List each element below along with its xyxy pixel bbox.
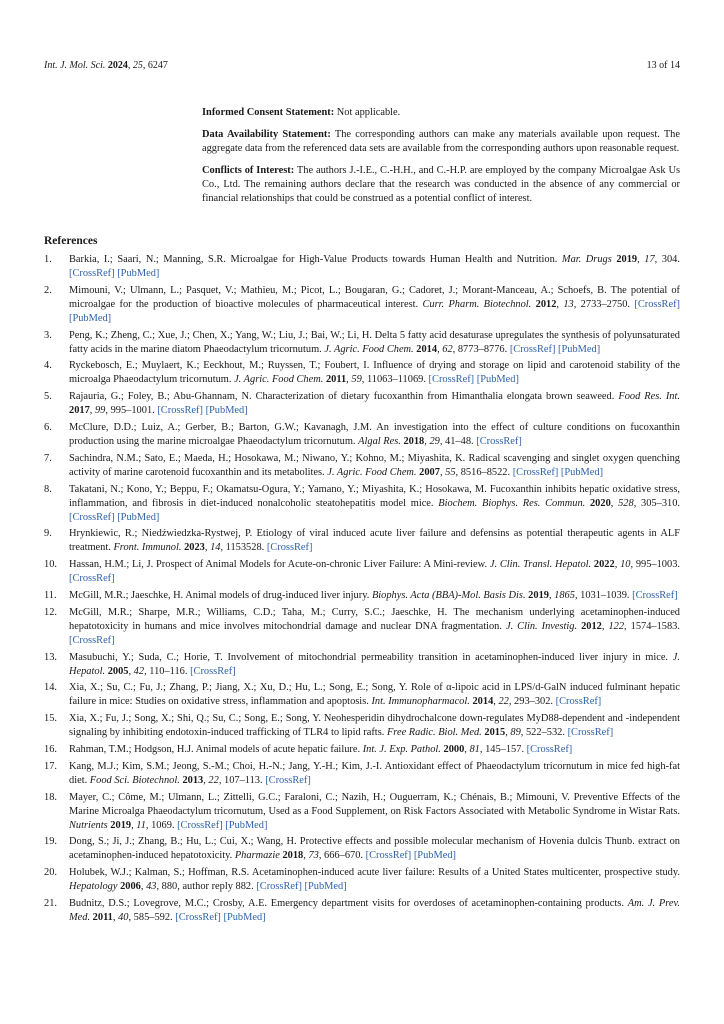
crossref-link[interactable]: [CrossRef] [69,511,115,523]
reference-item: 4. Ryckebosch, E.; Muylaert, K.; Eeckhout, M.; Ruyssen, T.; Foubert, I. Influence of drying and storage on lipid and carotenoid stability of the microalga Phaeodactylum tricornutum. J. Agric. Food Chem. 2011, 59, 11063–11069. [CrossRef] [PubMed] [44,360,680,386]
reference-pages: , 145–157. [479,743,525,755]
reference-pages: , 8773–8776. [452,343,508,355]
reference-pages: , 293–302. [508,696,554,708]
reference-item: 8. Takatani, N.; Kono, Y.; Beppu, F.; Okamatsu-Ogura, Y.; Yamano, Y.; Miyashita, K.; Hosokawa, M. Fucoxanthin inhibits hepatic oxidative stress, inflammation, and fibrosis in diet-induced nonalcoholic steatohepatitis model mice. Biochem. Biophys. Res. Commun. 2020, 528, 305–310. [CrossRef] [PubMed] [44,483,681,523]
reference-source: Int. Immunopharmacol. [371,696,470,708]
crossref-link[interactable]: [CrossRef] [365,850,412,862]
crossref-link[interactable]: [CrossRef] [632,589,678,601]
reference-source: Food Sci. Biotechnol. [89,774,180,786]
pubmed-link[interactable]: [PubMed] [117,511,160,523]
reference-year: 2018 [282,850,304,862]
reference-year: 2012 [535,298,557,310]
reference-number: 19. [44,836,57,848]
reference-pages: , 1153528. [220,542,265,554]
reference-number: 8. [44,483,52,495]
reference-authors-title: Mimouni, V.; Ulmann, L.; Pasquet, V.; Mathieu, M.; Picot, L.; Bougaran, G.; Cadoret, J.; Morant-Manceau, A.; Schoefs, B. The potential of microalgae for the production of bioactive molecules of pharmaceutical interest. [69,284,680,310]
reference-volume: 55 [445,466,456,478]
reference-item: 14. Xia, X.; Su, C.; Fu, J.; Zhang, P.; Jiang, X.; Xu, D.; Hu, L.; Song, E.; Song, Y. Role of α-lipoic acid in LPS/d-GalN induced fulminant hepatic failure in mice: Studies on oxidative stress, inflammation and apoptosis. Int. Immunopharmacol. 2014, 22, 293–302. [CrossRef] [44,682,680,708]
reference-pages: , 666–670. [318,850,364,862]
reference-number: 12. [44,606,57,618]
reference-authors-title: McGill, M.R.; Jaeschke, H. Animal models of drug-induced liver injury. [69,589,370,601]
reference-source: Curr. Pharm. Biotechnol. [422,298,532,310]
reference-pages: , 8516–8522. [455,466,511,478]
reference-item: 15. Xia, X.; Fu, J.; Song, X.; Shi, Q.; Su, C.; Song, E.; Song, Y. Neohesperidin dihydrochalcone down-regulates MyD88-dependent and -independent signaling by inhibiting endotoxin-induced trafficking of TLR4 to lipid rafts. Free Radic. Biol. Med. 2015, 89, 522–532. [CrossRef] [44,713,680,739]
pubmed-link[interactable]: [PubMed] [476,374,519,386]
reference-item: 18. Mayer, C.; Côme, M.; Ulmann, L.; Zittelli, G.C.; Faraloni, C.; Nazih, H.; Ouguerram, K.; Chénais, B.; Mimouni, V. Preventive Effects of the Marine Microalga Phaeodactylum tricornutum, Used as a Food Supplement, on Risk Factors Associated with Metabolic Syndrome in Wistar Rats. Nutrients 2019, 11, 1069. [CrossRef] [PubMed] [44,791,680,831]
reference-pages: , 41–48. [439,435,474,447]
reference-pages: , 1031–1039. [574,589,630,601]
reference-year: 2017 [69,405,90,417]
reference-source: J. Clin. Investig. [505,620,578,632]
reference-year: 2007 [419,466,440,478]
references-list [44,253,680,928]
crossref-link[interactable]: [CrossRef] [567,727,614,739]
reference-source: J. Hepatol. [69,651,680,677]
reference-source: Algal Res. [358,435,401,447]
reference-item: 21. Budnitz, D.S.; Lovegrove, M.C.; Crosby, A.E. Emergency department visits for overdoses of acetaminophen-containing products. Am. J. Prev. Med. 2011, 40, 585–592. [CrossRef] [PubMed] [44,897,680,923]
reference-number: 9. [44,528,52,540]
crossref-link[interactable]: [CrossRef] [69,573,115,585]
reference-authors-title: Mayer, C.; Côme, M.; Ulmann, L.; Zittelli, G.C.; Faraloni, C.; Nazih, H.; Ouguerram, K.; Chénais, B.; Mimouni, V. Preventive Effects of the Marine Microalga Phaeodactylum tricornutum, Used as a Food Supplement, on Risk Factors Associated with Metabolic Syndrome in Wistar Rats. [69,791,680,817]
reference-pages: , 880, author reply 882. [156,881,254,893]
reference-source: Int. J. Exp. Pathol. [362,743,441,755]
reference-authors-title: Kang, M.J.; Kim, S.M.; Jeong, S.-M.; Choi, H.-N.; Jang, Y.-H.; Kim, J.-I. Antioxidant effect of Phaeodactylum tricornutum in mice fed high-fat diet. [69,760,680,786]
crossref-link[interactable]: [CrossRef] [512,466,559,478]
reference-authors-title: Dong, S.; Ji, J.; Zhang, B.; Hu, L.; Cui, X.; Wang, H. Protective effects and possible molecular mechanism of Hovenia dulcis Thunb. extract on acetaminophen-induced hepatotoxicity. [69,836,680,862]
back-matter-statements [202,106,680,214]
reference-year: 2011 [92,911,113,923]
reference-year: 2015 [484,727,506,739]
reference-number: 21. [44,897,57,909]
pubmed-link[interactable]: [PubMed] [304,881,347,893]
reference-number: 11. [44,589,57,601]
reference-year: 2014 [416,343,438,355]
reference-source: Front. Immunol. [113,542,182,554]
reference-pages: , 1574–1583. [624,620,680,632]
reference-number: 14. [44,682,57,694]
reference-year: 2014 [472,696,494,708]
reference-year: 2023 [184,542,205,554]
reference-volume: 73 [308,850,319,862]
reference-item: 7. Sachindra, N.M.; Sato, E.; Maeda, H.; Hosokawa, M.; Niwano, Y.; Kohno, M.; Miyashita, K. Radical scavenging and singlet oxygen quenching activity of marine carotenoid fucoxanthin and its metabolites. J. Agric. Food Chem. 2007, 55, 8516–8522. [CrossRef] [PubMed] [44,452,680,478]
article-number: 6247 [147,60,168,71]
reference-volume: 62 [442,343,453,355]
reference-year: 2011 [325,374,347,386]
journal-volume: 25 [132,60,143,71]
reference-pages: , 2733–2750. [573,298,631,310]
crossref-link[interactable]: [CrossRef] [265,774,311,786]
reference-authors-title: Masubuchi, Y.; Suda, C.; Horie, T. Involvement of mitochondrial permeability transition in acetaminophen-induced liver injury in mice. [69,651,669,663]
reference-number: 16. [44,743,57,755]
reference-authors-title: Xia, X.; Fu, J.; Song, X.; Shi, Q.; Su, C.; Song, E.; Song, Y. Neohesperidin dihydrochalcone down-regulates MyD88-dependent and -independent signaling by inhibiting endotoxin-induced trafficking of TLR4 to lipid rafts. [69,713,680,739]
reference-number: 20. [44,867,57,879]
reference-source: Biochem. Biophys. Res. Commun. [438,497,586,509]
reference-number: 7. [44,452,52,464]
reference-volume: 14 [210,542,221,554]
reference-source: J. Agric. Food Chem. [234,374,324,386]
statement-text: The corresponding authors can make any materials available upon request. The aggregate data from the referenced data sets are available from the corresponding authors upon reasonable request. [202,129,680,154]
reference-volume: 99 [94,405,106,417]
reference-authors-title: Budnitz, D.S.; Lovegrove, M.C.; Crosby, A.E. Emergency department visits for overdoses of acetaminophen-containing products. [69,897,624,909]
crossref-link[interactable]: [CrossRef] [175,911,221,923]
page-header [44,60,680,71]
reference-authors-title: Ryckebosch, E.; Muylaert, K.; Eeckhout, M.; Ruyssen, T.; Foubert, I. Influence of drying and storage on lipid and carotenoid stability of the microalga Phaeodactylum tricornutum. [69,360,680,386]
statement-label: Conflicts of Interest: [202,165,295,176]
reference-item: 20. Holubek, W.J.; Kalman, S.; Hoffman, R.S. Acetaminophen-induced acute liver failure: Results of a United States multicenter, prospective study. Hepatology 2006, 43, 880, author reply 882. [CrossRef] [PubMed] [44,867,680,893]
reference-number: 1. [44,254,52,265]
crossref-link[interactable]: [CrossRef] [157,405,203,417]
reference-year: 2018 [403,435,425,447]
reference-authors-title: Sachindra, N.M.; Sato, E.; Maeda, H.; Hosokawa, M.; Niwano, Y.; Kohno, M.; Miyashita, K. Radical scavenging and singlet oxygen quenching activity of marine carotenoid fucoxanthin and its metabolites. [69,452,680,478]
reference-volume: 10 [620,559,631,571]
reference-year: 2019 [616,254,638,265]
reference-number: 5. [44,391,52,403]
pubmed-link[interactable]: [PubMed] [69,312,112,324]
reference-authors-title: Rahman, T.M.; Hodgson, H.J. Animal models of acute hepatic failure. [69,743,361,755]
page-number: 13 of 14 [646,60,680,71]
reference-source: Pharmazie [234,850,280,862]
reference-source: Am. J. Prev. Med. [69,897,680,923]
reference-source: J. Agric. Food Chem. [324,343,414,355]
reference-item: 9. Hrynkiewic, R.; Niedźwiedzka-Rystwej, P. Etiology of viral induced acute liver failure and defensins as potential therapeutic agents in ALF treatment. Front. Immunol. 2023, 14, 1153528. [CrossRef] [44,528,680,554]
reference-pages: , 305–310. [633,497,681,509]
reference-number: 2. [44,284,52,296]
journal-name: Int. J. Mol. Sci. [44,60,106,71]
statement-paragraph [202,164,680,206]
reference-item: 3. Peng, K.; Zheng, C.; Xue, J.; Chen, X.; Yang, W.; Liu, J.; Bai, W.; Li, H. Delta 5 fatty acid desaturase upregulates the synthesis of polyunsaturated fatty acids in the marine diatom Phaeodactylum tricornutum. J. Agric. Food Chem. 2014, 62, 8773–8776. [CrossRef] [PubMed] [44,329,680,355]
reference-pages: , 1069. [145,819,175,831]
reference-pages: , 107–113. [218,774,263,786]
reference-pages: , 304. [654,254,680,265]
reference-source: Free Radic. Biol. Med. [386,727,482,739]
reference-number: 6. [44,421,52,433]
reference-pages: , 110–116. [144,665,188,677]
reference-authors-title: Hrynkiewic, R.; Niedźwiedzka-Rystwej, P. Etiology of viral induced acute liver failure and defensins as potential therapeutic agents in ALF treatment. [69,528,680,554]
crossref-link[interactable]: [CrossRef] [190,665,236,677]
reference-number: 4. [44,360,52,372]
reference-source: Mar. Drugs [561,254,612,265]
reference-year: 2000 [443,743,465,755]
pubmed-link[interactable]: [PubMed] [117,268,160,279]
crossref-link[interactable]: [CrossRef] [555,696,602,708]
reference-volume: 81 [469,743,480,755]
pubmed-link[interactable]: [PubMed] [558,343,601,355]
crossref-link[interactable]: [CrossRef] [69,634,115,646]
crossref-link[interactable]: [CrossRef] [634,298,680,310]
reference-item: 17. Kang, M.J.; Kim, S.M.; Jeong, S.-M.; Choi, H.-N.; Jang, Y.-H.; Kim, J.-I. Antioxidant effect of Phaeodactylum tricornutum in mice fed high-fat diet. Food Sci. Biotechnol. 2013, 22, 107–113. [CrossRef] [44,760,680,786]
reference-year: 2006 [120,881,141,893]
reference-item: 12. McGill, M.R.; Sharpe, M.R.; Williams, C.D.; Taha, M.; Curry, S.C.; Jaeschke, H. The mechanism underlying acetaminophen-induced hepatotoxicity in humans and mice involves mitochondrial damage and nuclear DNA fragmentation. J. Clin. Investig. 2012, 122, 1574–1583. [CrossRef] [44,606,680,646]
reference-pages: , 585–592. [128,911,173,923]
crossref-link[interactable]: [CrossRef] [69,268,115,279]
reference-item: 2. Mimouni, V.; Ulmann, L.; Pasquet, V.; Mathieu, M.; Picot, L.; Bougaran, G.; Cadoret, J.; Morant-Manceau, A.; Schoefs, B. The potential of microalgae for the production of bioactive molecules of pharmaceutical interest. Curr. Pharm. Biotechnol. 2012, 13, 2733–2750. [CrossRef] [PubMed] [44,284,680,324]
reference-source: Hepatology [69,881,118,893]
reference-number: 13. [44,651,57,663]
reference-item: 1. Barkia, I.; Saari, N.; Manning, S.R. Microalgae for High-Value Products towards Human Health and Nutrition. Mar. Drugs 2019, 17, 304. [CrossRef] [PubMed] [44,254,680,279]
reference-authors-title: McGill, M.R.; Sharpe, M.R.; Williams, C.D.; Taha, M.; Curry, S.C.; Jaeschke, H. The mechanism underlying acetaminophen-induced hepatotoxicity in humans and mice involves mitochondrial damage and nuclear DNA fragmentation. [69,606,680,632]
reference-volume: 122 [608,620,625,632]
reference-year: 2022 [593,559,615,571]
reference-volume: 17 [644,254,655,265]
reference-number: 18. [44,791,57,803]
reference-number: 15. [44,713,57,725]
reference-authors-title: Peng, K.; Zheng, C.; Xue, J.; Chen, X.; Yang, W.; Liu, J.; Bai, W.; Li, H. Delta 5 fatty acid desaturase upregulates the synthesis of polyunsaturated fatty acids in the marine diatom Phaeodactylum tricornutum. [69,329,680,355]
reference-authors-title: Rajauria, G.; Foley, B.; Abu-Ghannam, N. Characterization of dietary fucoxanthin from Himanthalia elongata brown seaweed. [69,391,615,403]
crossref-link[interactable]: [CrossRef] [526,743,573,755]
reference-volume: 59 [351,374,362,386]
reference-year: 2005 [107,665,129,677]
statement-paragraph [202,128,680,156]
crossref-link[interactable]: [CrossRef] [509,343,556,355]
reference-pages: , 11063–11069. [361,374,426,386]
reference-pages: , 995–1003. [630,559,680,571]
reference-source: J. Agric. Food Chem. [327,466,417,478]
statement-label: Data Availability Statement: [202,129,331,140]
reference-pages: , 522–532. [520,727,565,739]
pubmed-link[interactable]: [PubMed] [223,911,266,923]
statement-paragraph [202,106,680,120]
reference-volume: 528 [618,497,634,509]
reference-year: 2013 [182,774,204,786]
reference-pages: , 995–1001. [105,405,155,417]
crossref-link[interactable]: [CrossRef] [476,435,522,447]
crossref-link[interactable]: [CrossRef] [428,374,475,386]
pubmed-link[interactable]: [PubMed] [413,850,456,862]
reference-volume: 13 [563,298,574,310]
reference-authors-title: Barkia, I.; Saari, N.; Manning, S.R. Microalgae for High-Value Products towards Human Health and Nutrition. [69,254,558,265]
reference-number: 10. [44,559,57,571]
reference-authors-title: Xia, X.; Su, C.; Fu, J.; Zhang, P.; Jiang, X.; Xu, D.; Hu, L.; Song, E.; Song, Y. Role of α-lipoic acid in LPS/d-GalN induced fulminant hepatic failure in mice: Studies on oxidative stress, inflammation and apoptosis. [69,682,680,708]
reference-volume: 1865 [554,589,575,601]
reference-number: 3. [44,329,52,341]
reference-volume: 89 [510,727,521,739]
reference-year: 2020 [589,497,611,509]
reference-volume: 42 [133,665,145,677]
reference-volume: 43 [146,881,157,893]
crossref-link[interactable]: [CrossRef] [266,542,313,554]
reference-item: 13. Masubuchi, Y.; Suda, C.; Horie, T. Involvement of mitochondrial permeability transition in acetaminophen-induced liver injury in mice. J. Hepatol. 2005, 42, 110–116. [CrossRef] [44,651,680,677]
reference-source: Biophys. Acta (BBA)-Mol. Basis Dis. [371,589,526,601]
pubmed-link[interactable]: [PubMed] [205,405,248,417]
crossref-link[interactable]: [CrossRef] [177,819,223,831]
reference-number: 17. [44,760,57,772]
crossref-link[interactable]: [CrossRef] [256,881,302,893]
reference-source: Nutrients [69,819,108,831]
reference-item: 6. McClure, D.D.; Luiz, A.; Gerber, B.; Barton, G.W.; Kavanagh, J.M. An investigation into the effect of culture conditions on fucoxanthin production using the marine microalgae Phaeodactylum tricornutum. Algal Res. 2018, 29, 41–48. [CrossRef] [44,421,680,447]
reference-source: J. Clin. Transl. Hepatol. [489,559,592,571]
reference-authors-title: Hassan, H.M.; Li, J. Prospect of Animal Models for Acute-on-chronic Liver Failure: A Mini-review. [69,559,488,571]
reference-item: 11. McGill, M.R.; Jaeschke, H. Animal models of drug-induced liver injury. Biophys. Acta (BBA)-Mol. Basis Dis. 2019, 1865, 1031–1039. [CrossRef] [44,589,678,601]
reference-item: 16. Rahman, T.M.; Hodgson, H.J. Animal models of acute hepatic failure. Int. J. Exp. Pathol. 2000, 81, 145–157. [CrossRef] [44,743,573,755]
references-heading: References [44,235,98,247]
pubmed-link[interactable]: [PubMed] [560,466,604,478]
reference-volume: 29 [429,435,440,447]
reference-authors-title: McClure, D.D.; Luiz, A.; Gerber, B.; Barton, G.W.; Kavanagh, J.M. An investigation into the effect of culture conditions on fucoxanthin production using the marine microalgae Phaeodactylum tricornutum. [69,421,680,447]
reference-volume: 22 [498,696,509,708]
reference-item: 5. Rajauria, G.; Foley, B.; Abu-Ghannam, N. Characterization of dietary fucoxanthin from Himanthalia elongata brown seaweed. Food Res. Int. 2017, 99, 995–1001. [CrossRef] [PubMed] [44,391,680,417]
statement-label: Informed Consent Statement: [202,107,335,118]
reference-item: 10. Hassan, H.M.; Li, J. Prospect of Animal Models for Acute-on-chronic Liver Failure: A Mini-review. J. Clin. Transl. Hepatol. 2022, 10, 995–1003. [CrossRef] [44,559,680,585]
pubmed-link[interactable]: [PubMed] [225,819,268,831]
reference-authors-title: Holubek, W.J.; Kalman, S.; Hoffman, R.S. Acetaminophen-induced acute liver failure: Results of a United States multicenter, prospective study. [69,867,680,879]
reference-volume: 40 [118,911,129,923]
reference-item: 19. Dong, S.; Ji, J.; Zhang, B.; Hu, L.; Cui, X.; Wang, H. Protective effects and possible molecular mechanism of Hovenia dulcis Thunb. extract on acetaminophen-induced hepatotoxicity. Pharmazie 2018, 73, 666–670. [CrossRef] [PubMed] [44,836,680,862]
reference-source: Food Res. Int. [618,391,680,403]
statement-text: The authors J.-I.E., C.-H.H., and C.-H.P. are employed by the company Microalgae Ask Us Co., Ltd. The remaining authors declare that the research was conducted in the absence of any commercial or financial relationships that could be construed as a potential conflict of interest. [202,165,680,204]
statement-text: Not applicable. [334,107,401,118]
reference-year: 2019 [528,589,549,601]
journal-year: 2024 [107,60,128,71]
reference-year: 2012 [581,620,602,632]
reference-year: 2019 [110,819,132,831]
reference-volume: 11 [136,819,146,831]
reference-volume: 22 [208,774,219,786]
journal-citation: Int. J. Mol. Sci. 2024, 25, 6247 [44,60,168,71]
reference-authors-title: Takatani, N.; Kono, Y.; Beppu, F.; Okamatsu-Ogura, Y.; Yamano, Y.; Miyashita, K.; Hosokawa, M. Fucoxanthin inhibits hepatic oxidative stress, inflammation, and fibrosis in diet-induced nonalcoholic steatohepatitis model mice. [69,483,680,509]
